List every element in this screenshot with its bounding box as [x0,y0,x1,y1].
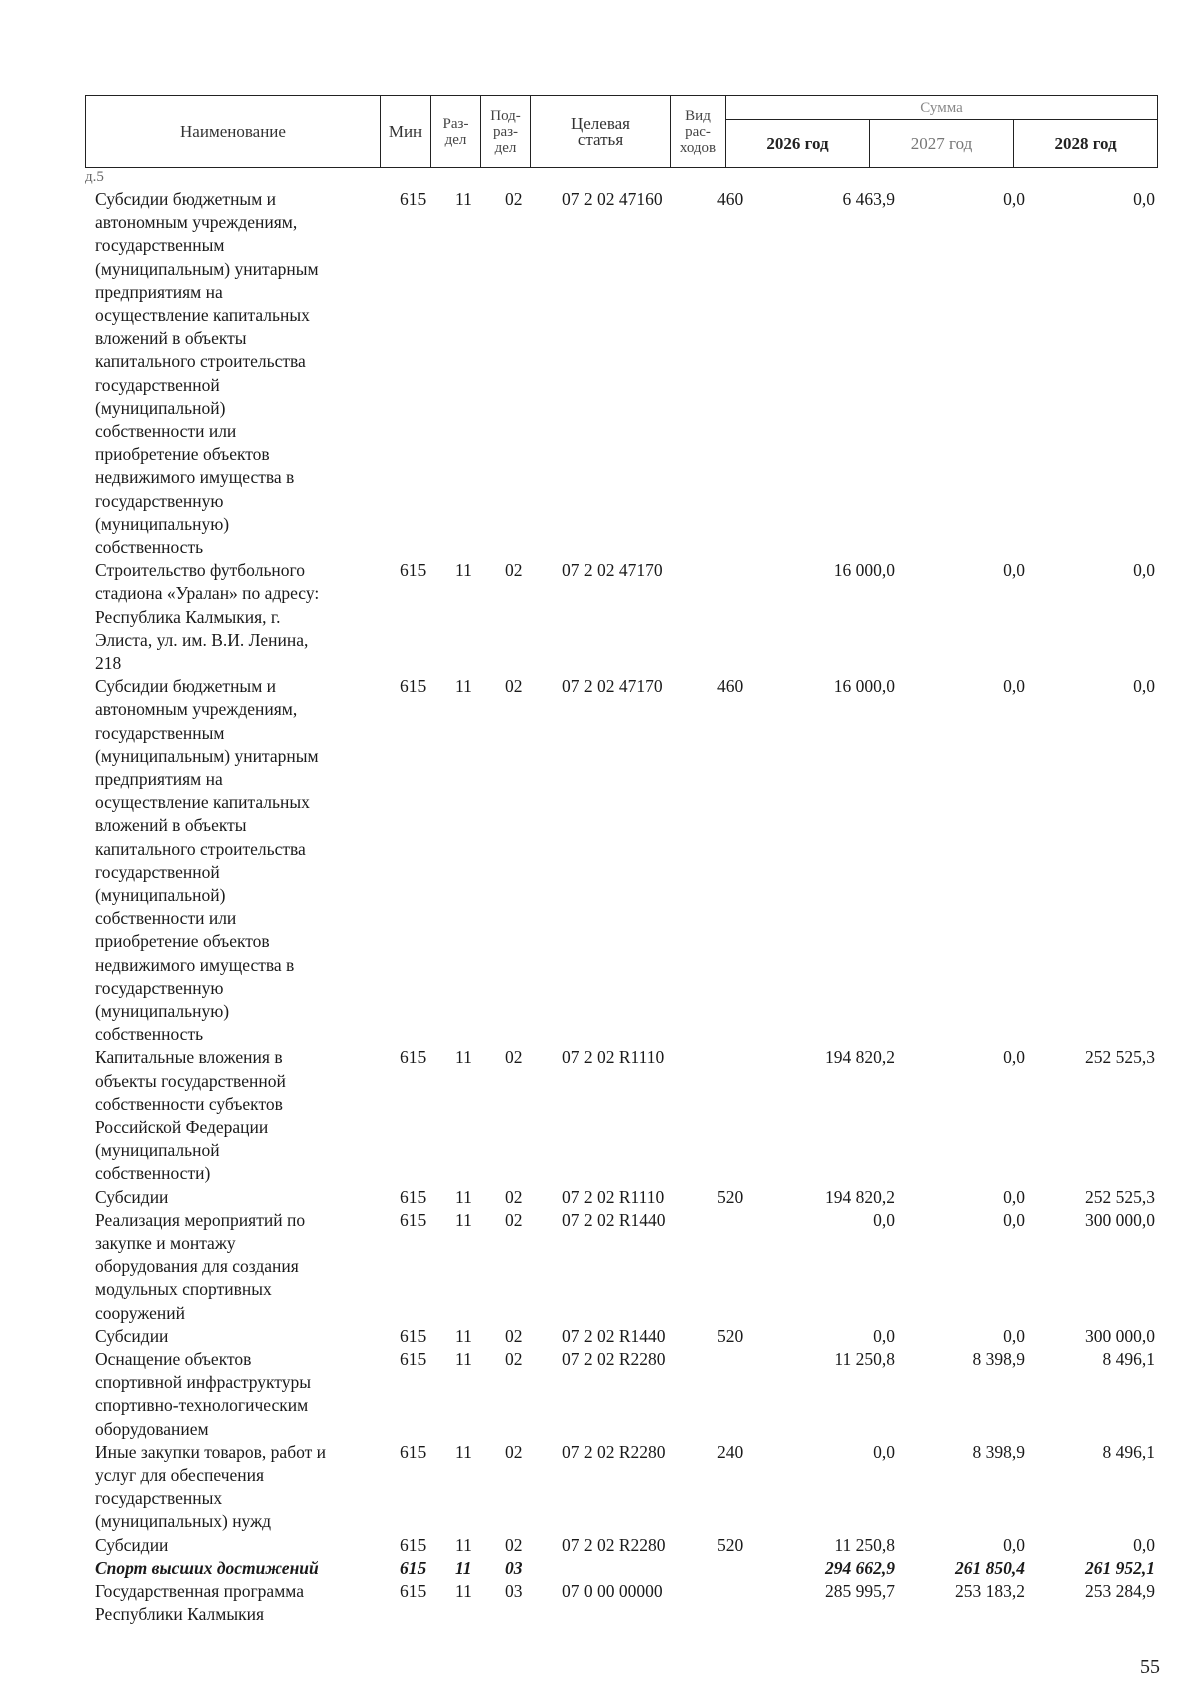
row-celevaya: 07 0 00 00000 [562,1580,663,1601]
row-name-line: Российской Федерации [95,1116,269,1137]
table-row [0,1557,1200,1580]
row-name-line: закупке и монтажу [95,1232,236,1253]
row-razdel: 11 [455,1580,472,1601]
row-name-line: Республики Калмыкия [95,1604,265,1625]
row-razdel: 11 [455,1441,472,1462]
row-name-line: стадиона «Уралан» по адресу: [95,583,320,604]
row-name-line: объекты государственной [95,1070,286,1091]
header-podrazdel-line: раз- [492,123,519,140]
row-name-line: Государственная программа [95,1580,304,1601]
row-min: 615 [400,189,427,209]
row-sum-2027: 0,0 [1003,1325,1025,1346]
table-header [85,95,1158,168]
row-name-line: спортивной инфраструктуры [95,1372,311,1393]
row-sum-2026: 0,0 [873,1441,895,1462]
row-podrazdel: 02 [505,189,523,209]
row-sum-2027: 0,0 [1003,676,1025,697]
row-sum-2028: 252 525,3 [1085,1186,1155,1207]
row-name [95,1046,385,1185]
row-sum-2028: 0,0 [1133,560,1155,581]
row-vid: 460 [717,189,744,209]
row-name-line: услуг для обеспечения [95,1464,265,1485]
row-name-line: собственность [95,1024,204,1045]
row-name-line: капитального строительства [95,838,306,859]
row-name-line: Субсидии [95,1534,169,1555]
table-body [0,188,1200,1626]
row-name-line: недвижимого имущества в [95,467,295,488]
header-podrazdel-line: дел [494,139,517,156]
row-name-line: государственной [95,861,220,882]
row-razdel: 11 [455,1209,472,1230]
row-sum-2027: 261 850,4 [955,1557,1025,1578]
table-row [0,1209,1200,1325]
row-razdel: 11 [455,560,472,581]
row-sum-2027: 0,0 [1003,1209,1025,1230]
row-sum-2026: 6 463,9 [842,189,895,209]
row-name-line: государственную [95,490,224,511]
row-name-line: спортивно-технологическим [95,1395,309,1416]
row-name-line: оборудованием [95,1418,209,1439]
row-name-line: осуществление капитальных [95,305,310,326]
row-sum-2026: 285 995,7 [825,1580,895,1601]
header-razdel [431,96,481,168]
row-min: 615 [400,1441,427,1462]
row-name [95,1534,385,1557]
row-sum-2027: 8 398,9 [972,1441,1025,1462]
row-min: 615 [400,1209,427,1230]
row-sum-2028: 252 525,3 [1085,1047,1155,1068]
row-vid: 520 [717,1186,744,1207]
row-name-line: (муниципальную) [95,513,230,534]
row-name-line: Субсидии бюджетным и [95,189,277,209]
row-sum-2026: 11 250,8 [834,1534,895,1555]
row-celevaya: 07 2 02 R1110 [562,1047,665,1068]
row-name [95,559,385,675]
row-sum-2026: 294 662,9 [825,1557,895,1578]
row-name-line: модульных спортивных [95,1279,272,1300]
row-name-line: (муниципальным) унитарным [95,745,319,766]
header-podrazdel [481,96,531,168]
row-sum-2027: 0,0 [1003,189,1025,209]
row-sum-2026: 11 250,8 [834,1348,895,1369]
row-name [95,1209,385,1325]
table-row [0,1534,1200,1557]
row-celevaya: 07 2 02 47160 [562,189,663,209]
row-min: 615 [400,560,427,581]
row-name-line: вложений в объекты [95,815,247,836]
row-podrazdel: 02 [505,1209,523,1230]
row-podrazdel: 02 [505,1325,523,1346]
row-sum-2028: 253 284,9 [1085,1580,1155,1601]
row-sum-2026: 16 000,0 [833,560,895,581]
row-name-line: (муниципальной) [95,397,226,418]
row-name-line: автономным учреждениям, [95,699,298,720]
header-year-2027: 2027 год [870,120,1014,168]
row-name-line: (муниципальной) [95,885,226,906]
page-number: 55 [1140,1656,1160,1678]
row-min: 615 [400,1348,427,1369]
row-podrazdel: 02 [505,1186,523,1207]
row-name-line: государственную [95,977,224,998]
row-name-line: Реализация мероприятий по [95,1209,306,1230]
row-name-line: недвижимого имущества в [95,954,295,975]
header-vid [671,96,726,168]
row-name-line: Субсидии бюджетным и [95,676,277,697]
row-sum-2027: 0,0 [1003,1534,1025,1555]
row-name-line: Оснащение объектов [95,1348,252,1369]
header-year-2028: 2028 год [1014,120,1158,168]
row-min: 615 [400,1580,427,1601]
previous-row-fragment: д.5 [85,169,104,185]
row-name-line: Субсидии [95,1186,169,1207]
row-sum-2026: 194 820,2 [825,1186,895,1207]
row-name-line: Республика Калмыкия, г. [95,606,281,627]
row-podrazdel: 03 [505,1557,523,1578]
row-name-line: Иные закупки товаров, работ и [95,1441,327,1462]
row-name [95,1557,385,1580]
row-podrazdel: 02 [505,1047,523,1068]
header-celevaya-line: статья [577,129,624,149]
row-min: 615 [400,1186,427,1207]
row-podrazdel: 02 [505,1441,523,1462]
row-name [95,1325,385,1348]
row-name-line: (муниципальную) [95,1001,230,1022]
row-name [95,1580,385,1626]
row-name-line: государственных [95,1488,223,1509]
row-vid: 520 [717,1534,744,1555]
row-vid: 520 [717,1325,744,1346]
table-row [0,1580,1200,1626]
row-name-line: государственной [95,374,220,395]
row-razdel: 11 [455,1325,472,1346]
row-sum-2026: 0,0 [873,1325,895,1346]
row-name-line: (муниципальной [95,1140,220,1161]
row-vid: 460 [717,676,744,697]
row-name-line: Спорт высших достижений [95,1557,319,1578]
row-celevaya: 07 2 02 R2280 [562,1348,666,1369]
row-sum-2028: 8 496,1 [1102,1441,1155,1462]
row-min: 615 [400,1534,427,1555]
table-row [0,1348,1200,1441]
row-min: 615 [400,676,427,697]
header-celevaya [531,96,671,168]
row-sum-2028: 261 952,1 [1085,1557,1155,1578]
row-razdel: 11 [455,676,472,697]
row-name-line: приобретение объектов [95,444,270,465]
header-year-2026: 2026 год [726,120,870,168]
row-name-line: собственности субъектов [95,1093,283,1114]
table-row [0,1325,1200,1348]
row-podrazdel: 03 [505,1580,523,1601]
header-razdel-line: Раз- [442,115,469,132]
row-name-line: Элиста, ул. им. В.И. Ленина, [95,629,309,650]
row-name-line: предприятиям на [95,769,223,789]
row-razdel: 11 [455,189,472,209]
row-name-line: приобретение объектов [95,931,270,952]
row-name-line: вложений в объекты [95,328,247,349]
header-vid-line: Вид [685,107,711,124]
row-name [95,1348,385,1441]
row-podrazdel: 02 [505,1534,523,1555]
row-name-line: (муниципальных) нужд [95,1511,272,1532]
row-min: 615 [400,1325,427,1346]
row-sum-2028: 300 000,0 [1085,1209,1155,1230]
row-celevaya: 07 2 02 R2280 [562,1534,666,1555]
row-sum-2026: 0,0 [873,1209,895,1230]
row-name-line: собственность [95,537,204,558]
row-sum-2028: 0,0 [1133,189,1155,209]
row-celevaya: 07 2 02 R1440 [562,1209,666,1230]
row-name-line: автономным учреждениям, [95,212,298,233]
row-podrazdel: 02 [505,1348,523,1369]
row-sum-2026: 194 820,2 [825,1047,895,1068]
row-name [95,1441,385,1534]
row-min: 615 [400,1557,427,1578]
row-razdel: 11 [455,1186,472,1207]
row-sum-2027: 8 398,9 [972,1348,1025,1369]
row-razdel: 11 [455,1557,472,1578]
row-podrazdel: 02 [505,676,523,697]
row-name-line: собственности или [95,421,237,442]
row-name-line: осуществление капитальных [95,792,310,813]
header-vid-line: ходов [679,139,717,156]
row-celevaya: 07 2 02 R1110 [562,1186,665,1207]
row-name [95,675,385,1046]
row-sum-2026: 16 000,0 [833,676,895,697]
row-name-line: государственным [95,722,225,743]
table-row [0,559,1200,675]
header-celevaya-line: Целевая [570,113,631,133]
row-name-line: 218 [95,653,122,673]
row-name [95,1186,385,1209]
header-summa: Сумма [726,96,1158,120]
row-celevaya: 07 2 02 47170 [562,560,663,581]
row-sum-2027: 0,0 [1003,560,1025,581]
row-sum-2027: 253 183,2 [955,1580,1025,1601]
row-min: 615 [400,1047,427,1068]
row-name-line: оборудования для создания [95,1256,299,1277]
row-name-line: Капитальные вложения в [95,1047,283,1068]
row-celevaya: 07 2 02 R1440 [562,1325,666,1346]
row-name-line: (муниципальным) унитарным [95,258,319,279]
row-name-line: капитального строительства [95,351,306,372]
row-sum-2028: 300 000,0 [1085,1325,1155,1346]
table-row [0,188,1200,559]
row-vid: 240 [717,1441,744,1462]
row-sum-2028: 0,0 [1133,1534,1155,1555]
row-name-line: государственным [95,235,225,256]
row-celevaya: 07 2 02 R2280 [562,1441,666,1462]
table-row [0,1441,1200,1534]
header-vid-line: рас- [685,123,711,140]
row-razdel: 11 [455,1534,472,1555]
row-name-line: Строительство футбольного [95,560,306,581]
row-razdel: 11 [455,1348,472,1369]
header-min: Мин [381,96,431,168]
row-podrazdel: 02 [505,560,523,581]
row-sum-2027: 0,0 [1003,1186,1025,1207]
row-name-line: предприятиям на [95,281,223,302]
row-sum-2028: 0,0 [1133,676,1155,697]
header-name: Наименование [86,96,381,168]
table-row [0,675,1200,1046]
row-sum-2027: 0,0 [1003,1047,1025,1068]
table-row [0,1186,1200,1209]
row-celevaya: 07 2 02 47170 [562,676,663,697]
row-name-line: собственности) [95,1163,211,1184]
header-podrazdel-line: Под- [490,107,521,124]
row-name-line: сооружений [95,1302,186,1323]
row-name [95,188,385,559]
row-name-line: собственности или [95,908,237,929]
table-row [0,1046,1200,1185]
row-name-line: Субсидии [95,1325,169,1346]
row-sum-2028: 8 496,1 [1102,1348,1155,1369]
header-razdel-line: дел [444,131,467,148]
row-razdel: 11 [455,1047,472,1068]
